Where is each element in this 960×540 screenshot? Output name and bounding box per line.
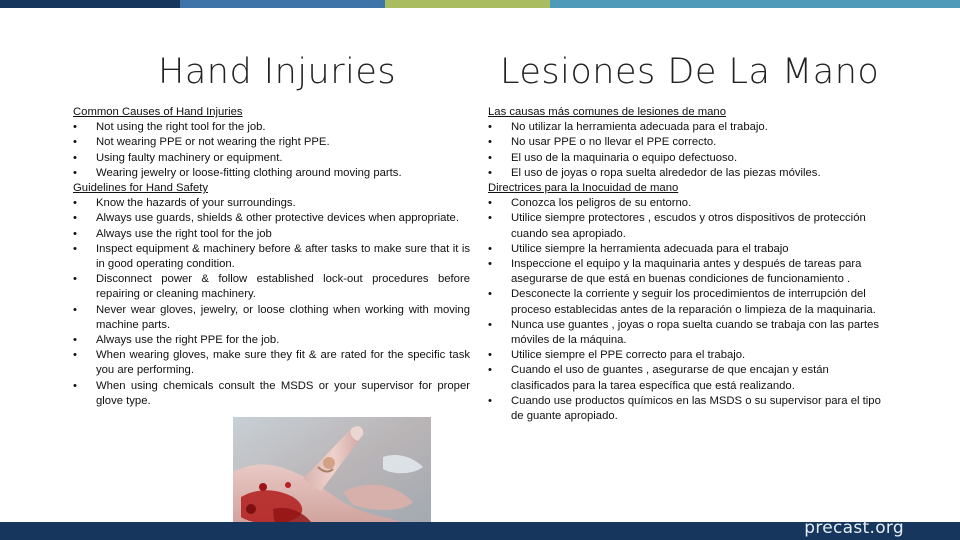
list-item: • Using faulty machinery or equipment. [73,151,470,166]
left-title: Hand Injuries [158,52,397,92]
top-bar-blue-segment [180,0,385,8]
top-bar-olive-segment [385,0,550,8]
list-item: • Nunca use guantes , joyas o ropa suelta cuando se trabaja con las partes móviles de la máquina. [488,318,885,348]
list-item: • Utilice siempre el PPE correcto para el trabajo. [488,348,885,363]
top-bar-teal-segment [550,0,960,8]
list-item: • When wearing gloves, make sure they fit & are rated for the specific task you are performing. [73,348,470,378]
causes-list [73,120,470,181]
guidelines-heading: Guidelines for Hand Safety [73,182,209,195]
list-item: • Cuando use productos químicos en las MSDS o su supervisor para el tipo de guante apropiado. [488,394,885,424]
list-item: • No usar PPE o no llevar el PPE correcto. [488,135,885,150]
list-item: • Utilice siempre protectores , escudos y otros dispositivos de protección cuando sea apropiado. [488,211,885,241]
list-item: • Inspect equipment & machinery before & after tasks to make sure that it is in good operating condition. [73,242,470,272]
list-item: • When using chemicals consult the MSDS or your supervisor for proper glove type. [73,379,470,409]
guidelines-list [73,196,470,409]
spanish-column [488,105,885,424]
list-item: • Not wearing PPE or not wearing the right PPE. [73,135,470,150]
list-item: • Always use guards, shields & other protective devices when appropriate. [73,211,470,226]
list-item: • Not using the right tool for the job. [73,120,470,135]
list-item: • Desconecte la corriente y seguir los procedimientos de interrupción del proceso establecidas antes de la reparación o limpieza de la maquinaria. [488,287,885,317]
directrices-heading: Directrices para la Inocuidad de mano [488,182,679,195]
english-column [73,105,470,409]
list-item: • El uso de joyas o ropa suelta alrededor de las piezas móviles. [488,166,885,181]
causes-heading: Common Causes of Hand Injuries [73,106,243,118]
right-title: Lesiones De La Mano [500,52,880,92]
list-item: • Wearing jewelry or loose-fitting clothing around moving parts. [73,166,470,181]
list-item: • Utilice siempre la herramienta adecuada para el trabajo [488,242,885,257]
list-item: • Never wear gloves, jewelry, or loose clothing when working with moving machine parts. [73,303,470,333]
list-item: • Cuando el uso de guantes , asegurarse de que encajan y están clasificados para la tarea específica que está realizando. [488,363,885,393]
list-item: • Inspeccione el equipo y la maquinaria antes y después de tareas para asegurarse de que está en buenas condiciones de funcionamiento . [488,257,885,287]
causas-list [488,120,885,181]
list-item: • Know the hazards of your surroundings. [73,196,470,211]
list-item: • Always use the right PPE for the job. [73,333,470,348]
directrices-list [488,196,885,424]
top-bar-navy-segment [0,0,180,8]
brand-footer-text: precast.org [804,518,904,538]
list-item: • Always use the right tool for the job [73,227,470,242]
list-item: • No utilizar la herramienta adecuada para el trabajo. [488,120,885,135]
list-item: • Conozca los peligros de su entorno. [488,196,885,211]
causas-heading: Las causas más comunes de lesiones de mano [488,106,726,118]
list-item: • Disconnect power & follow established lock-out procedures before repairing or cleaning machinery. [73,272,470,302]
top-color-bar [0,0,960,8]
list-item: • El uso de la maquinaria o equipo defectuoso. [488,151,885,166]
